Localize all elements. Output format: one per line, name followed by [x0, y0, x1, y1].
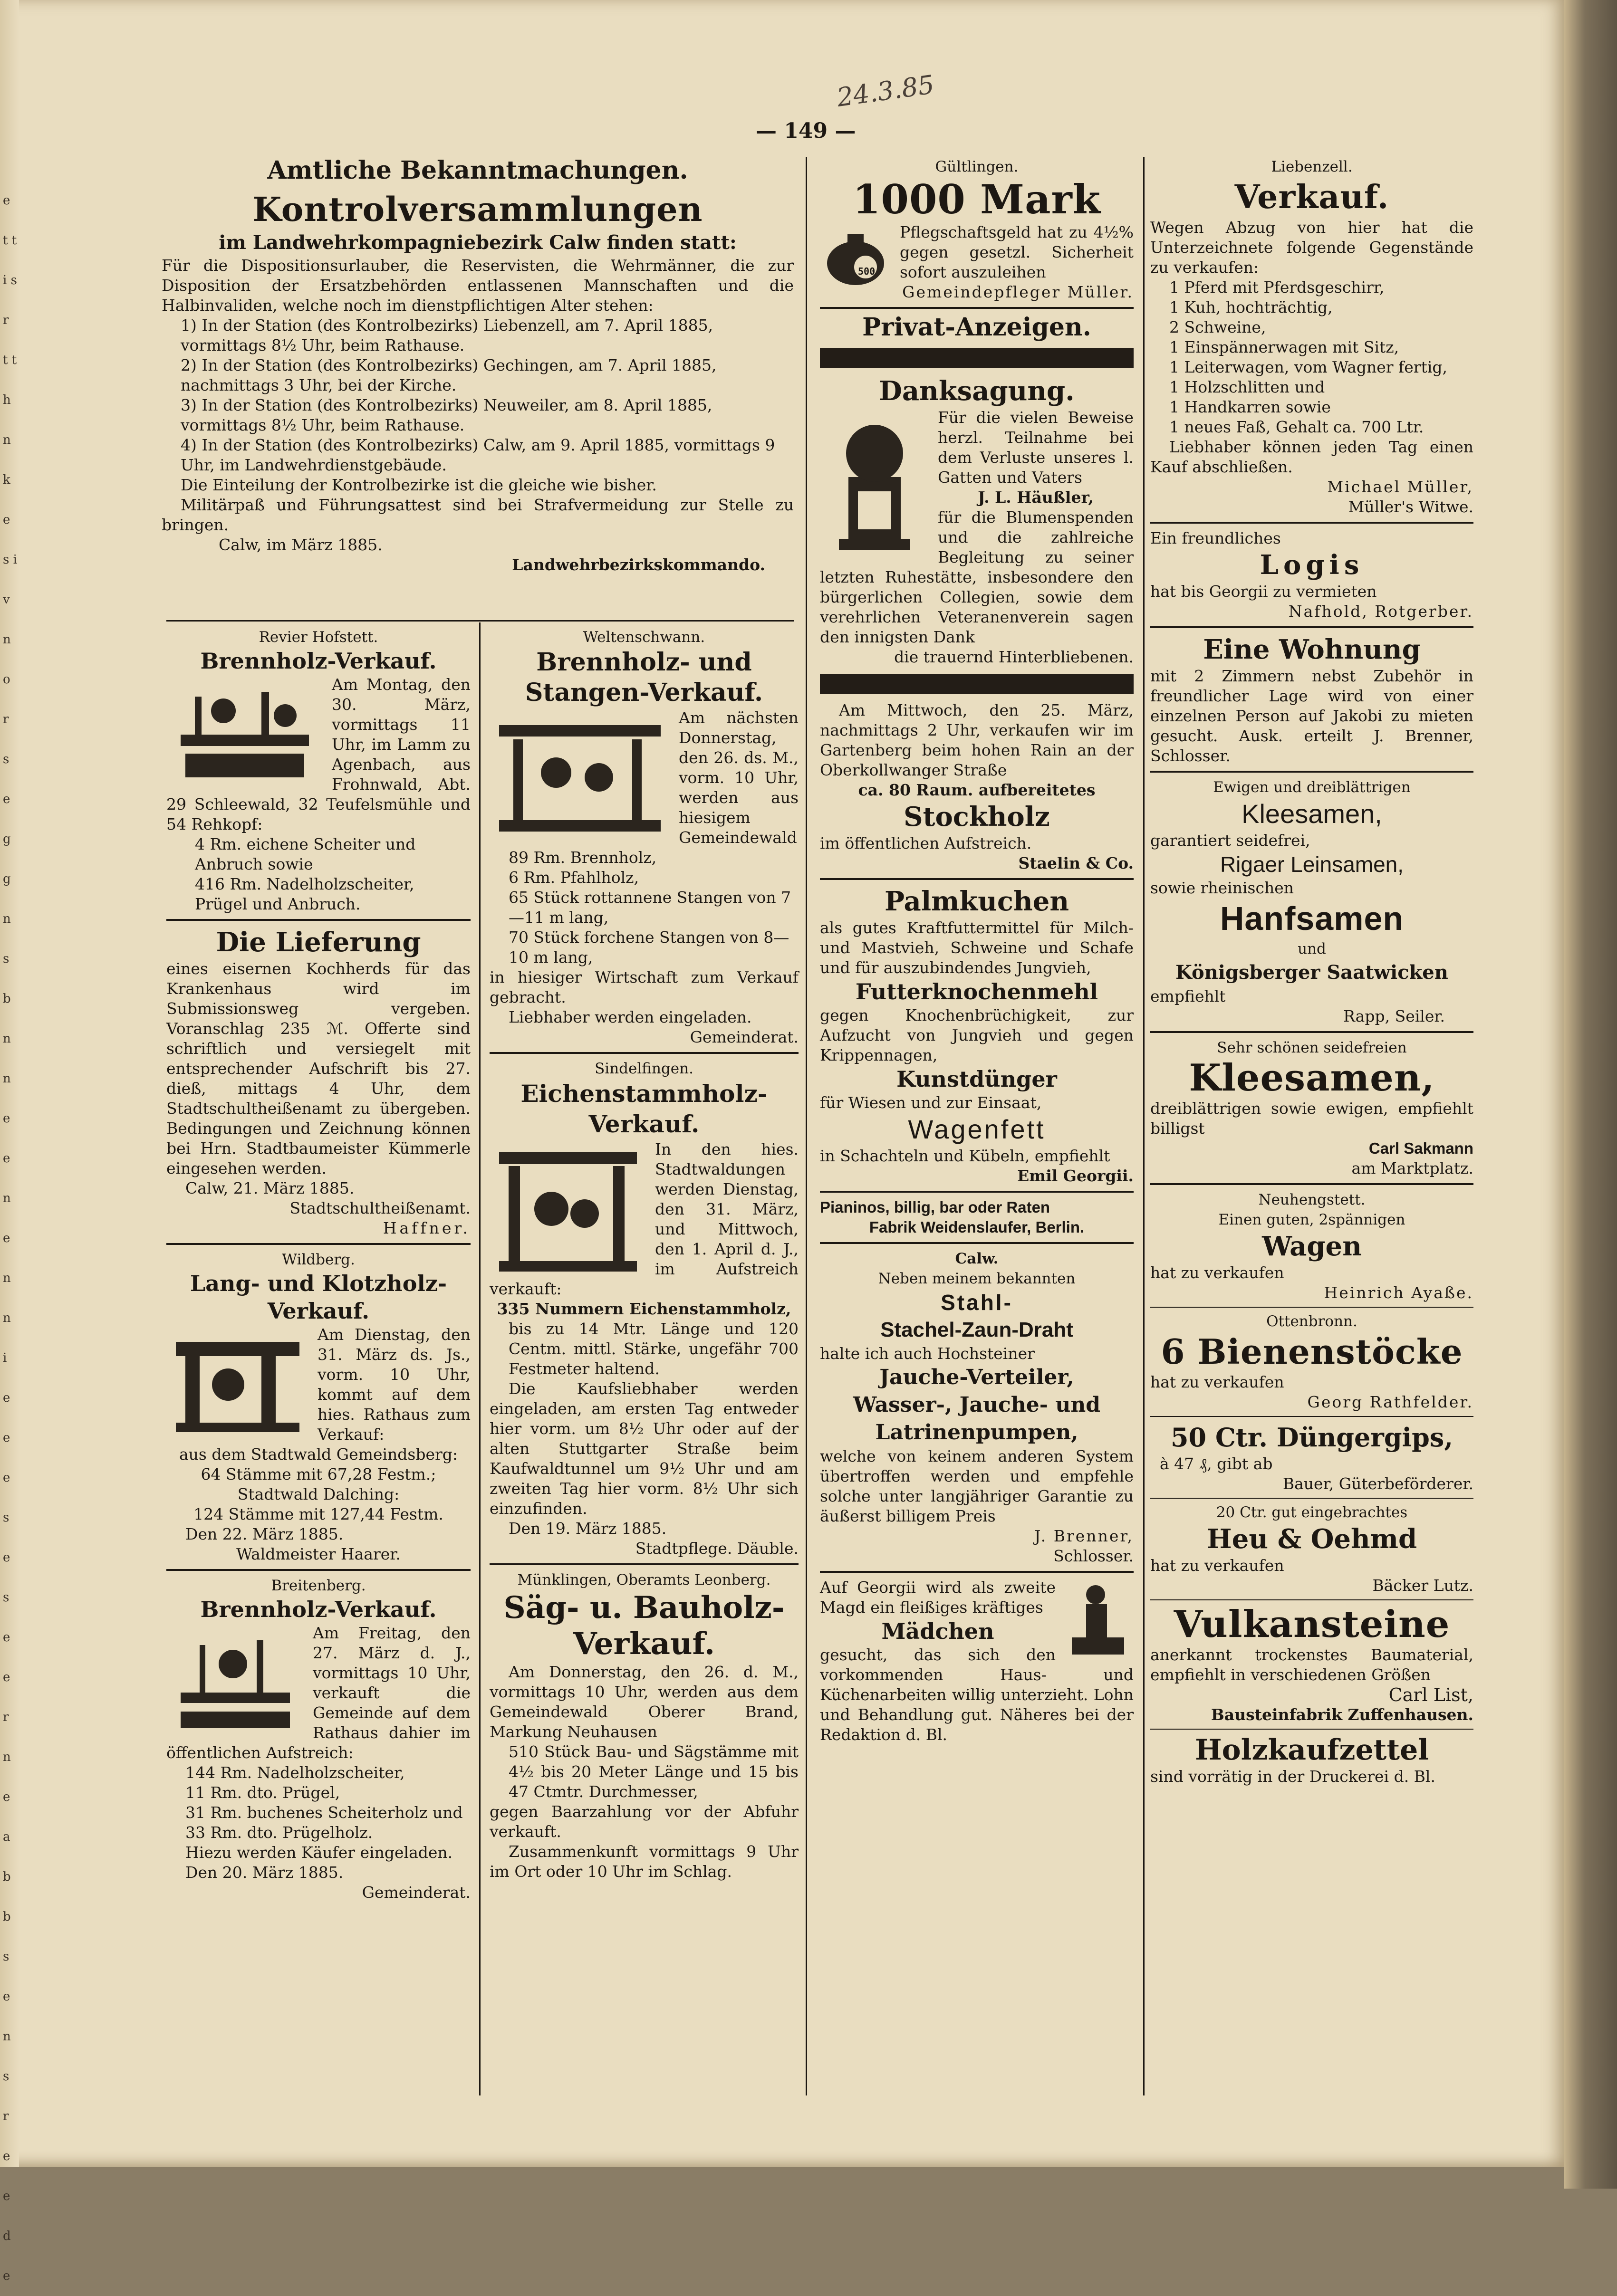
liebenzell-text: Wegen Abzug von hier hat die Unterzeichnete folgende Gegenstände zu verkaufen:: [1150, 218, 1473, 277]
woodcut-image: [166, 1626, 304, 1735]
palm-title4: Wagenfett: [908, 1114, 1046, 1144]
divider: [820, 307, 1134, 309]
weltenschwann-text: Am nächsten Donnerstag, den 26. ds. M., vorm. 10 Uhr, werden aus hiesigem Gemeindewald: [679, 708, 799, 847]
vulkan-text2: Bausteinfabrik Zuffenhausen.: [1211, 1705, 1473, 1724]
liebenzell-item: 2 Schweine,: [1169, 318, 1266, 336]
hofstett-item: 416 Rm. Nadelholzscheiter, Prügel und Anbruch.: [195, 875, 414, 913]
klee1-signature: Rapp, Seiler.: [1343, 1007, 1445, 1025]
bienen-title: 6 Bienenstöcke: [1161, 1331, 1463, 1372]
hofstett-item: 4 Rm. eichene Scheiter und Anbruch sowie: [195, 835, 416, 873]
breitenberg-signature: Gemeinderat.: [362, 1883, 471, 1902]
pianos-line2: Fabrik Weidenslaufer, Berlin.: [869, 1218, 1085, 1236]
liebenzell-place: Liebenzell.: [1271, 158, 1353, 175]
dank-name: J. L. Häußler,: [978, 488, 1094, 507]
weltenschwann-item: 6 Rm. Pfahlholz,: [509, 868, 639, 887]
wildberg-item: Stadtwald Dalching:: [237, 1485, 400, 1503]
logis-signature: Nafhold, Rotgerber.: [1288, 602, 1473, 621]
breitenberg-item: 31 Rm. buchenes Scheiterholz und: [185, 1803, 463, 1822]
klee2-text2: am Marktplatz.: [1351, 1159, 1473, 1177]
muenklingen-text3: Zusammenkunft vormittags 9 Uhr im Ort oder 10 Uhr im Schlag.: [490, 1842, 799, 1881]
klee1-intro: Ewigen und dreiblättrigen: [1213, 779, 1411, 796]
column-3: [820, 157, 1134, 1745]
liebenzell-item: 1 Leiterwagen, vom Wagner fertig,: [1169, 358, 1447, 376]
weltenschwann-item: 70 Stück forchene Stangen von 8—10 m lang,: [509, 928, 789, 966]
divider: [1150, 626, 1473, 628]
calw-place: Calw.: [955, 1250, 999, 1267]
liebenzell-text2: Liebhaber können jeden Tag einen Kauf abschließen.: [1150, 438, 1473, 476]
sindelfingen-title: Eichenstammholz-Verkauf.: [520, 1080, 768, 1138]
bienen-text: hat zu verkaufen: [1150, 1373, 1284, 1391]
divider: [166, 1243, 471, 1245]
black-bar: [820, 348, 1134, 368]
calw-intro: Neben meinem bekannten: [878, 1270, 1076, 1287]
lieferung-dateline: Calw, 21. März 1885.: [185, 1179, 355, 1197]
weltenschwann-signature: Gemeinderat.: [690, 1028, 799, 1046]
stockholz-text2: im öffentlichen Aufstreich.: [820, 834, 1032, 852]
stockholz-title: Stockholz: [904, 801, 1050, 832]
divider: [166, 1569, 471, 1571]
gips-title: 50 Ctr. Düngergips,: [1170, 1422, 1453, 1453]
divider: [820, 878, 1134, 880]
divider: [820, 1242, 1134, 1244]
muenklingen-text: Am Donnerstag, den 26. d. M., vormittags 10 Uhr, werden aus dem Gemeindewald Oberer Brand, Markung Neuhausen: [490, 1663, 799, 1741]
weltenschwann-item: 89 Rm. Brennholz,: [509, 848, 657, 867]
column-4: [1150, 157, 1473, 1787]
gips-signature: Bauer, Güterbeförderer.: [1282, 1474, 1473, 1493]
logis-text: hat bis Georgii zu vermieten: [1150, 582, 1377, 601]
divider: [820, 1571, 1134, 1573]
liebenzell-items: [1150, 277, 1473, 437]
pianos-line1: Pianinos, billig, bar oder Raten: [820, 1198, 1050, 1216]
palm-text2: gegen Knochenbrüchigkeit, zur Aufzucht von Jungvieh und gegen Krippennagen,: [820, 1006, 1134, 1064]
column-2: [490, 627, 799, 1882]
palm-title: Palmkuchen: [884, 886, 1069, 917]
palm-title3: Kunstdünger: [896, 1066, 1057, 1092]
memorial-urn-image: [820, 411, 929, 553]
divider: [1150, 1307, 1473, 1308]
breitenberg-place: Breitenberg.: [271, 1577, 366, 1594]
heu-intro: 20 Ctr. gut eingebrachtes: [1216, 1504, 1408, 1521]
lieferung-signature: Stadtschultheißenamt.: [289, 1199, 471, 1217]
divider: [1150, 1599, 1473, 1600]
klee1-text: garantiert seidefrei,: [1150, 831, 1310, 850]
breitenberg-item: 144 Rm. Nadelholzscheiter,: [185, 1763, 405, 1782]
bienen-signature: Georg Rathfelder.: [1307, 1393, 1473, 1411]
palm-text: als gutes Kraftfuttermittel für Milch- und Mastvieh, Schweine und Schafe und für auszubindendes Jungvieh,: [820, 918, 1134, 977]
divider: [820, 1191, 1134, 1193]
lieferung-text: eines eisernen Kochherds für das Krankenhaus wird im Submissionsweg vergeben. Voranschlag 235 ℳ. Offerte sind schriftlich und versiegelt mit entsprechender Aufschrift bis 27. dieß, mittags 4 Uhr, dem Stadtschultheißenamt zu übergeben. Bedingungen und Zeichnung können bei Hrn. Stadtbaumeister Kümmerle eingesehen werden.: [166, 959, 471, 1177]
black-bar: [820, 674, 1134, 694]
klee2-name: Carl Sakmann: [1368, 1139, 1473, 1157]
magd-text: Auf Georgii wird als zweite Magd ein fleißiges kräftiges: [820, 1578, 1056, 1617]
klee1-title2: Rigaer Leinsamen,: [1220, 852, 1404, 877]
dank-text: Für die vielen Beweise herzl. Teilnahme bei dem Verluste unseres l. Gatten und Vaters: [938, 408, 1134, 487]
divider: [1150, 1729, 1473, 1730]
wagen-title: Wagen: [1262, 1231, 1362, 1262]
heu-signature: Bäcker Lutz.: [1372, 1576, 1473, 1595]
sindelfingen-text2: bis zu 14 Mtr. Länge und 120 Centm. mittl. Stärke, ungefähr 700 Festmeter haltend.: [509, 1320, 799, 1378]
gips-text: à 47 ₰, gibt ab: [1160, 1454, 1273, 1473]
money-bag-badge: 500: [858, 266, 876, 277]
handwritten-date: 24.3.85: [835, 69, 936, 113]
maid-illustration: [1062, 1580, 1134, 1661]
sindelfingen-bold: 335 Nummern Eichenstammholz,: [497, 1300, 791, 1318]
weltenschwann-invite: Liebhaber werden eingeladen.: [509, 1008, 752, 1026]
woodcut-image: [490, 711, 670, 839]
klee2-intro: Sehr schönen seidefreien: [1217, 1039, 1407, 1056]
wagen-intro: Einen guten, 2spännigen: [1218, 1211, 1405, 1228]
wohnung-title: Eine Wohnung: [1203, 634, 1421, 665]
kontrol-title: Kontrolversammlungen: [252, 190, 703, 229]
kontrol-intro: Für die Dispositionsurlauber, die Reservisten, die Wehrmänner, die zur Disposition der Ersatzbehörden entlassenen Mannschaften und die Halbinvaliden, welche noch im dienstpflichtigen Alter stehen:: [162, 256, 794, 315]
liebenzell-item: 1 Holzschlitten und: [1169, 378, 1325, 396]
stockholz-signature: Staelin & Co.: [1018, 854, 1134, 872]
wildberg-item: 64 Stämme mit 67,28 Festm.;: [201, 1465, 436, 1483]
divider: [166, 919, 471, 921]
guelt-title: 1000 Mark: [853, 176, 1101, 223]
palm-title2: Futterknochenmehl: [855, 979, 1098, 1004]
sindelfingen-dateline: Den 19. März 1885.: [509, 1519, 667, 1538]
vulkan-name: Carl List,: [1388, 1684, 1473, 1705]
weltenschwann-place: Weltenschwann.: [583, 629, 705, 646]
kontrol-item: 2) In der Station (des Kontrolbezirks) Gechingen, am 7. April 1885, nachmittags 3 Uhr, bei der Kirche.: [181, 356, 717, 394]
heu-title: Heu & Oehmd: [1206, 1523, 1417, 1555]
wildberg-item: 124 Stämme mit 127,44 Festm.: [193, 1505, 443, 1523]
klee1-text2: sowie rheinischen: [1150, 879, 1294, 897]
left-page-edge: [0, 0, 19, 2283]
palm-text4: in Schachteln und Kübeln, empfiehlt: [820, 1147, 1110, 1165]
logis-title: Logis: [1260, 549, 1364, 581]
sindelfingen-text3: Die Kaufsliebhaber werden eingeladen, am ersten Tag entweder hier vorm. um 8½ Uhr oder auf der alten Stuttgarter Straße beim Kaufwaldtunnel um 9½ Uhr und am zweiten Tag hier vorm. 8½ Uhr sich einzufinden.: [490, 1379, 799, 1518]
calw-t3: Jauche-Verteiler,: [879, 1365, 1074, 1389]
liebenzell-item: 1 neues Faß, Gehalt ca. 700 Ltr.: [1169, 418, 1424, 436]
divider: [1150, 522, 1473, 524]
klee2-title: Kleesamen,: [1189, 1056, 1435, 1100]
breitenberg-text: Am Freitag, den 27. März d. J., vormittags 10 Uhr, verkauft die Gemeinde auf dem Rathaus dahier im öffentlichen Aufstreich:: [166, 1624, 471, 1762]
weltenschwann-item: 65 Stück rottannene Stangen von 7—11 m lang,: [509, 888, 791, 927]
wildberg-text: Am Dienstag, den 31. März ds. Js., vorm. 10 Uhr, kommt auf dem hies. Rathaus zum Verkauf:: [318, 1325, 471, 1444]
guelt-place: Gültlingen.: [935, 158, 1019, 175]
muenklingen-place: Münklingen, Oberamts Leonberg.: [517, 1571, 771, 1588]
wildberg-signature: Waldmeister Haarer.: [236, 1545, 401, 1563]
sindelfingen-signature: Stadtpflege. Däuble.: [635, 1539, 799, 1558]
liebenzell-item: 1 Pferd mit Pferdsgeschirr,: [1169, 278, 1385, 297]
amtliche-section: [162, 157, 794, 575]
holz-text: sind vorrätig in der Druckerei d. Bl.: [1150, 1767, 1435, 1786]
wildberg-dateline: Den 22. März 1885.: [185, 1525, 344, 1543]
wagen-place: Neuhengstett.: [1258, 1191, 1366, 1208]
kontrol-note: Militärpaß und Führungsattest sind bei Strafvermeidung zur Stelle zu bringen.: [162, 496, 794, 534]
liebenzell-sig2: Müller's Witwe.: [1348, 497, 1473, 516]
weltenschwann-title: Brennholz- und Stangen-Verkauf.: [525, 648, 763, 707]
muenklingen-title: Säg- u. Bauholz-Verkauf.: [503, 1590, 785, 1662]
page-number: — 149 —: [756, 119, 856, 143]
hofstett-text: Am Montag, den 30. März, vormittags 11 Uhr, im Lamm zu Agenbach, aus Frohnwald, Abt. 29 Schleewald, 32 Teufelsmühle und 54 Rehkopf:: [166, 675, 471, 833]
money-bag-icon: [820, 225, 891, 287]
edge-letters: e t t i s r t t h n k e s i v n o r s e g g n s b n n e e n e n n i e e e s e s e e r n e a b b s e n s r e e d e: [3, 193, 17, 2283]
column-1: [166, 627, 471, 1903]
kontrol-dateline: Calw, im März 1885.: [219, 536, 383, 554]
palm-text3: für Wiesen und zur Einsaat,: [820, 1093, 1042, 1112]
calw-text2: welche von keinem anderen System übertroffen werden und empfehle solche unter langjähriger Garantie zu äußerst billigem Preis: [820, 1447, 1134, 1525]
palm-signature: Emil Georgii.: [1017, 1167, 1134, 1185]
vulkan-title: Vulkansteine: [1174, 1603, 1450, 1646]
lieferung-name: Haffner.: [383, 1219, 471, 1237]
book-spine-edge: [1564, 0, 1617, 2189]
lieferung-title: Die Lieferung: [216, 927, 421, 958]
stockholz-text: Am Mittwoch, den 25. März, nachmittags 2 Uhr, verkaufen wir im Gartenberg beim hohen Rain an der Oberkollwanger Straße: [820, 701, 1134, 779]
liebenzell-sig1: Michael Müller,: [1327, 478, 1473, 496]
column-rule: [479, 622, 481, 2095]
hofstett-title: Brennholz-Verkauf.: [200, 648, 437, 674]
klee1-title4: Königsberger Saatwicken: [1175, 961, 1448, 984]
calw-title2: Stachel-Zaun-Draht: [880, 1318, 1073, 1341]
divider: [1150, 1498, 1473, 1499]
heu-text: hat zu verkaufen: [1150, 1556, 1284, 1575]
divider: [166, 620, 794, 622]
divider: [490, 1052, 799, 1054]
kontrol-item: 4) In der Station (des Kontrolbezirks) Calw, am 9. April 1885, vormittags 9 Uhr, im Landwehrdienstgebäude.: [181, 436, 775, 474]
hofstett-place: Revier Hofstett.: [259, 629, 378, 646]
kontrol-subtitle: im Landwehrkompagniebezirk Calw finden statt:: [219, 231, 737, 254]
sindelfingen-text: In den hies. Stadtwaldungen werden Dienstag, den 31. März, und Mittwoch, den 1. April d. J., im Aufstreich verkauft:: [490, 1140, 799, 1298]
breitenberg-item: 11 Rm. dto. Prügel,: [185, 1783, 340, 1802]
klee2-text: dreiblättrigen sowie ewigen, empfiehlt billigst: [1150, 1099, 1473, 1138]
woodcut-image: [166, 1328, 309, 1437]
breitenberg-invite: Hiezu werden Käufer eingeladen.: [185, 1843, 453, 1862]
divider: [1150, 1031, 1473, 1033]
wildberg-title: Lang- und Klotzholz-Verkauf.: [190, 1271, 447, 1324]
woodcut-image: [490, 1142, 646, 1275]
liebenzell-title: Verkauf.: [1234, 178, 1389, 216]
kontrol-note: Die Einteilung der Kontrolbezirke ist die gleiche wie bisher.: [181, 476, 657, 494]
breitenberg-item: 33 Rm. dto. Prügelholz.: [185, 1823, 373, 1842]
divider: [1150, 1416, 1473, 1417]
dank-text2: für die Blumenspenden und die zahlreiche Begleitung zu seiner letzten Ruhestätte, insbesondere den bürgerlichen Collegien, sowie dem verehrlichen Veteranenverein sagen den innigsten Dank: [820, 508, 1134, 646]
magd-text2: gesucht, das sich den vorkommenden Haus- und Küchenarbeiten willig unterzieht. Lohn und Behandlung gut. Näheres bei der Redaktion d. Bl.: [820, 1645, 1134, 1744]
divider: [490, 1563, 799, 1565]
muenklingen-text2: gegen Baarzahlung vor der Abfuhr verkauft.: [490, 1802, 799, 1841]
holz-title: Holzkaufzettel: [1194, 1733, 1429, 1767]
divider: [1150, 771, 1473, 773]
stockholz-bold: ca. 80 Raum. aufbereitetes: [858, 781, 1096, 799]
wagen-signature: Heinrich Ayaße.: [1324, 1283, 1473, 1302]
klee1-title: Kleesamen,: [1242, 799, 1382, 829]
guelt-signature: Gemeindepfleger Müller.: [902, 283, 1134, 301]
calw-t4: Wasser-, Jauche- und Latrinenpumpen,: [853, 1393, 1101, 1445]
calw-signature: J. Brenner,: [1034, 1527, 1134, 1545]
magd-title: Mädchen: [881, 1618, 994, 1644]
amtliche-header: Amtliche Bekanntmachungen.: [267, 156, 688, 185]
kontrol-signature: Landwehrbezirkskommando.: [512, 555, 765, 574]
liebenzell-item: 1 Handkarren sowie: [1169, 398, 1331, 416]
klee1-text3: empfiehlt: [1150, 987, 1226, 1005]
wagen-text: hat zu verkaufen: [1150, 1263, 1284, 1282]
guelt-text: Pflegschaftsgeld hat zu 4½% gegen gesetzl. Sicherheit sofort auszuleihen: [900, 223, 1134, 281]
muenklingen-item: 510 Stück Bau- und Sägstämme mit 4½ bis 20 Meter Länge und 15 bis 47 Ctmtr. Durchmesser,: [509, 1742, 799, 1801]
breitenberg-title: Brennholz-Verkauf.: [200, 1597, 437, 1622]
dank-title: Danksagung.: [879, 375, 1075, 407]
dank-signature: die trauernd Hinterbliebenen.: [894, 648, 1134, 666]
privat-header: Privat-Anzeigen.: [862, 313, 1091, 342]
kontrol-item: 1) In der Station (des Kontrolbezirks) Liebenzell, am 7. April 1885, vormittags 8½ Uhr, beim Rathause.: [181, 316, 713, 354]
klee1-title3: Hanfsamen: [1220, 900, 1404, 937]
liebenzell-item: 1 Einspännerwagen mit Sitz,: [1169, 338, 1399, 356]
sindelfingen-place: Sindelfingen.: [595, 1060, 693, 1077]
calw-sig2: Schlosser.: [1053, 1547, 1134, 1565]
kontrol-item: 3) In der Station (des Kontrolbezirks) Neuweiler, am 8. April 1885, vormittags 8½ Uhr, beim Rathause.: [181, 396, 712, 434]
wildberg-place: Wildberg.: [282, 1251, 355, 1268]
woodcut-image: [166, 678, 323, 787]
column-rule: [1143, 157, 1145, 2095]
kontrol-items: [162, 316, 794, 475]
klee1-und: und: [1298, 940, 1326, 957]
wohnung-text: mit 2 Zimmern nebst Zubehör in freundlicher Lage wird von einer einzelnen Person auf Jakobi zu mieten gesucht. Ausk. erteilt J. Brenner, Schlosser.: [1150, 667, 1473, 765]
liebenzell-item: 1 Kuh, hochträchtig,: [1169, 298, 1333, 316]
divider: [1150, 1183, 1473, 1185]
breitenberg-dateline: Den 20. März 1885.: [185, 1863, 344, 1882]
calw-title: Stahl-: [941, 1290, 1013, 1315]
calw-text: halte ich auch Hochsteiner: [820, 1344, 1035, 1363]
bienen-place: Ottenbronn.: [1266, 1313, 1357, 1330]
vulkan-text: anerkannt trockenstes Baumaterial, empfiehlt in verschiedenen Größen: [1150, 1645, 1473, 1684]
logis-intro: Ein freundliches: [1150, 529, 1281, 547]
wildberg-text: aus dem Stadtwald Gemeindsberg:: [179, 1445, 458, 1464]
column-rule: [806, 157, 807, 2095]
weltenschwann-text2: in hiesiger Wirtschaft zum Verkauf gebracht.: [490, 968, 799, 1006]
